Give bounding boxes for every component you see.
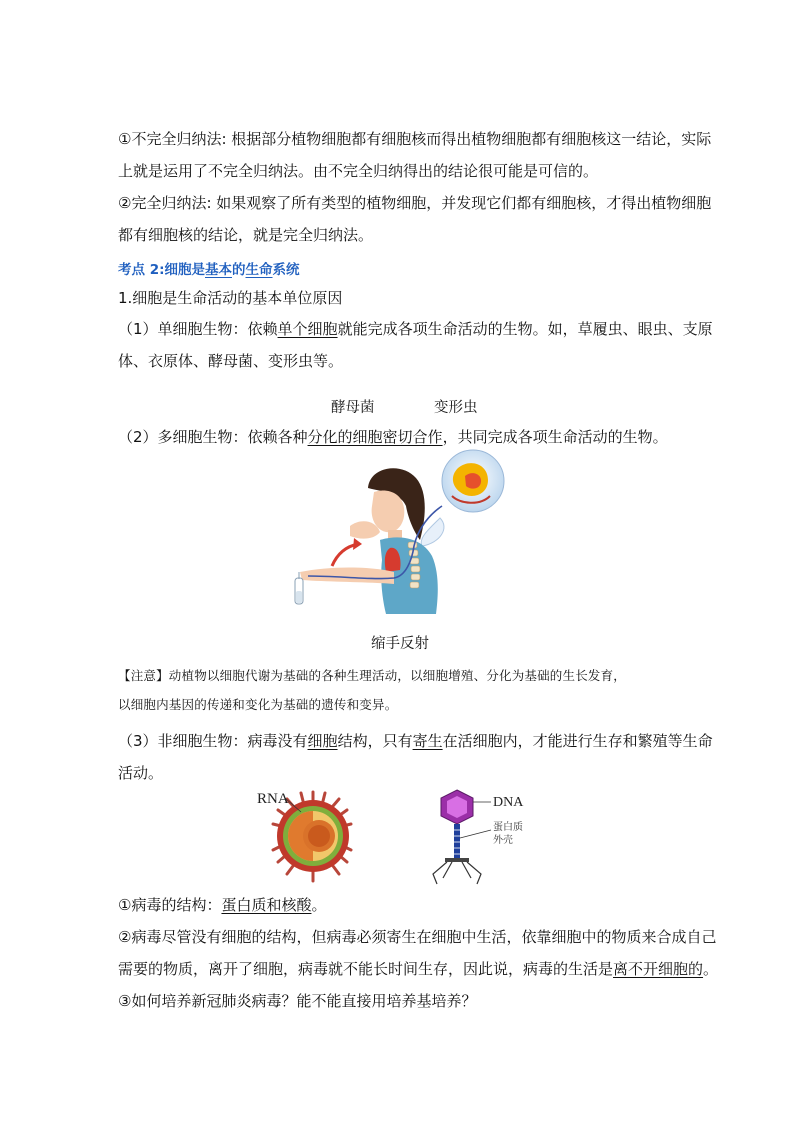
- caption-yeast: 酵母菌: [331, 400, 375, 416]
- virus-parasite-line2: 需要的物质，离开了细胞，病毒就不能长时间生存，因此说，病毒的生活是离不开细胞的。: [118, 960, 719, 978]
- note-line1: 【注意】动植物以细胞代谢为基础的各种生理活动，以细胞增殖、分化为基础的生长发育，: [118, 668, 627, 683]
- caption-amoeba: 变形虫: [434, 400, 478, 416]
- label-rna: RNA: [257, 791, 289, 807]
- note-line2: 以细胞内基因的传递和变化为基础的遗传和变异。: [118, 697, 398, 712]
- label-protein-line2: 外壳: [493, 835, 513, 846]
- virus-question-line: ③如何培养新冠肺炎病毒？能不能直接用培养基培养？: [118, 992, 477, 1010]
- caption-reflex: 缩手反射: [371, 636, 429, 652]
- non-cell-line2: 活动。: [118, 764, 164, 782]
- virus-figures: [245, 788, 545, 888]
- subsection-title-1: 1.细胞是生命活动的基本单位原因: [118, 289, 343, 307]
- section-heading-kaodian2: 考点 2:细胞是基本的生命系统: [118, 262, 300, 278]
- reflex-illustration: [290, 448, 505, 616]
- multi-cell-line1: （2）多细胞生物：依赖各种分化的细胞密切合作，共同完成各项生命活动的生物。: [118, 428, 668, 446]
- para-incomplete-induction-line2: 上就是运用了不完全归纳法。由不完全归纳得出的结论很可能是可信的。: [118, 162, 599, 180]
- non-cell-line1: （3）非细胞生物：病毒没有细胞结构，只有寄生在活细胞内，才能进行生存和繁殖等生命: [118, 732, 713, 750]
- virus-parasite-line1: ②病毒尽管没有细胞的结构，但病毒必须寄生在细胞中生活，依靠细胞中的物质来合成自己: [118, 928, 717, 946]
- single-cell-line2: 体、衣原体、酵母菌、变形虫等。: [118, 352, 344, 370]
- para-complete-induction-line2: 都有细胞核的结论，就是完全归纳法。: [118, 226, 374, 244]
- virus-structure-line: ①病毒的结构：蛋白质和核酸。: [118, 896, 327, 914]
- bacteriophage-illustration: [433, 790, 491, 884]
- para-complete-induction-line1: ②完全归纳法: 如果观察了所有类型的植物细胞，并发现它们都有细胞核，才得出植物细胞: [118, 194, 712, 212]
- single-cell-line1: （1）单细胞生物：依赖单个细胞就能完成各项生命活动的生物。如，草履虫、眼虫、支原: [118, 320, 713, 338]
- para-incomplete-induction-line1: ①不完全归纳法: 根据部分植物细胞都有细胞核而得出植物细胞都有细胞核这一结论，实际: [118, 130, 712, 148]
- label-protein-line1: 蛋白质: [493, 822, 523, 833]
- label-dna: DNA: [493, 795, 524, 810]
